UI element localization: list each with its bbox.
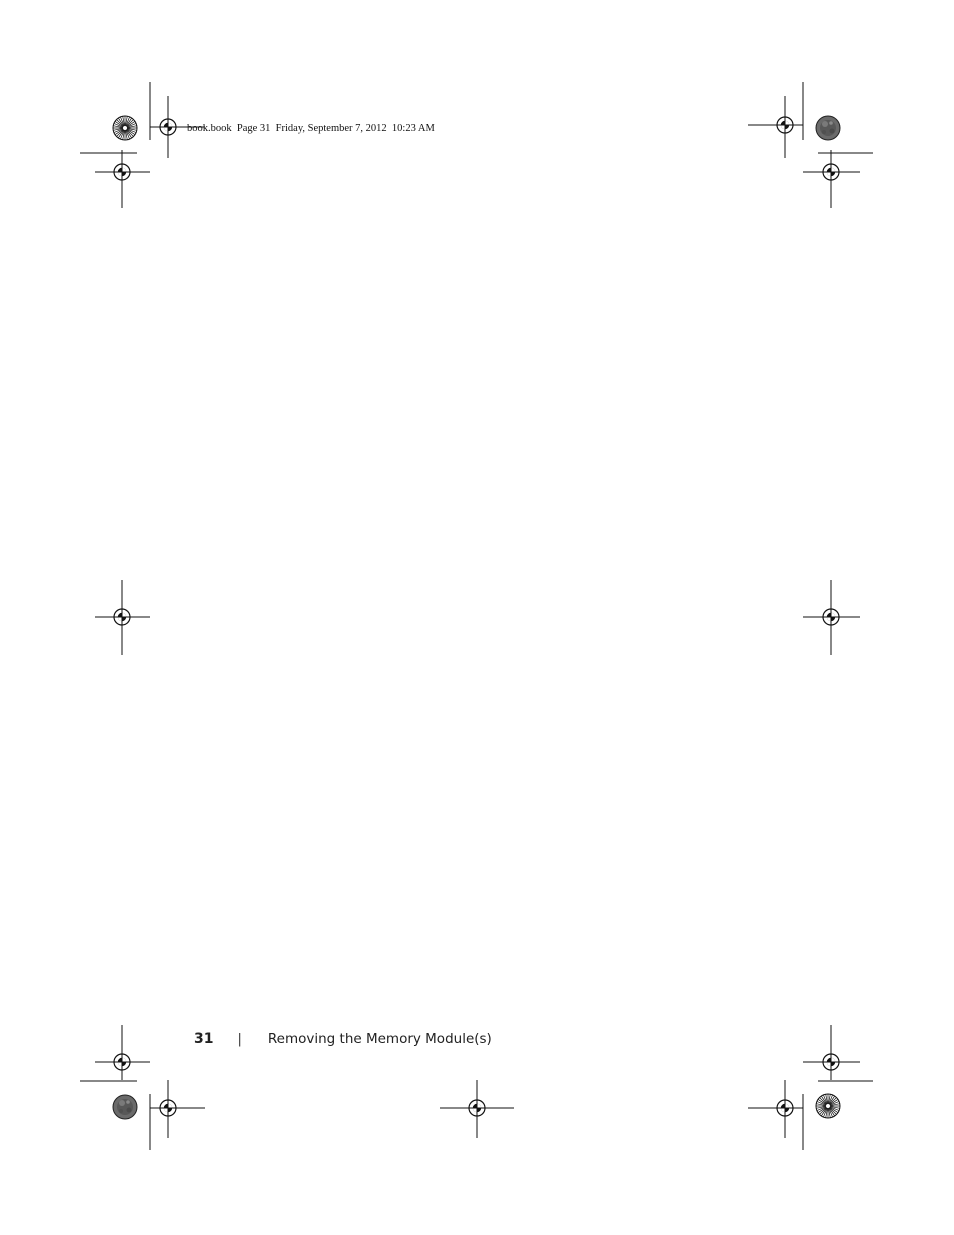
gray-target-icon	[816, 116, 840, 140]
crop-mark-top-left	[80, 82, 150, 153]
page-number: 31	[194, 1031, 214, 1047]
print-slug-line: book.book Page 31 Friday, September 7, 2012 10:23 AM	[187, 123, 435, 134]
gray-target-icon	[113, 1095, 137, 1119]
crop-mark-top-right	[803, 82, 873, 153]
section-title: Removing the Memory Module(s)	[267, 1031, 492, 1047]
page-footer	[194, 1031, 492, 1047]
star-target-icon	[816, 1094, 840, 1118]
star-target-icon	[113, 116, 137, 140]
footer-separator: |	[237, 1032, 242, 1047]
